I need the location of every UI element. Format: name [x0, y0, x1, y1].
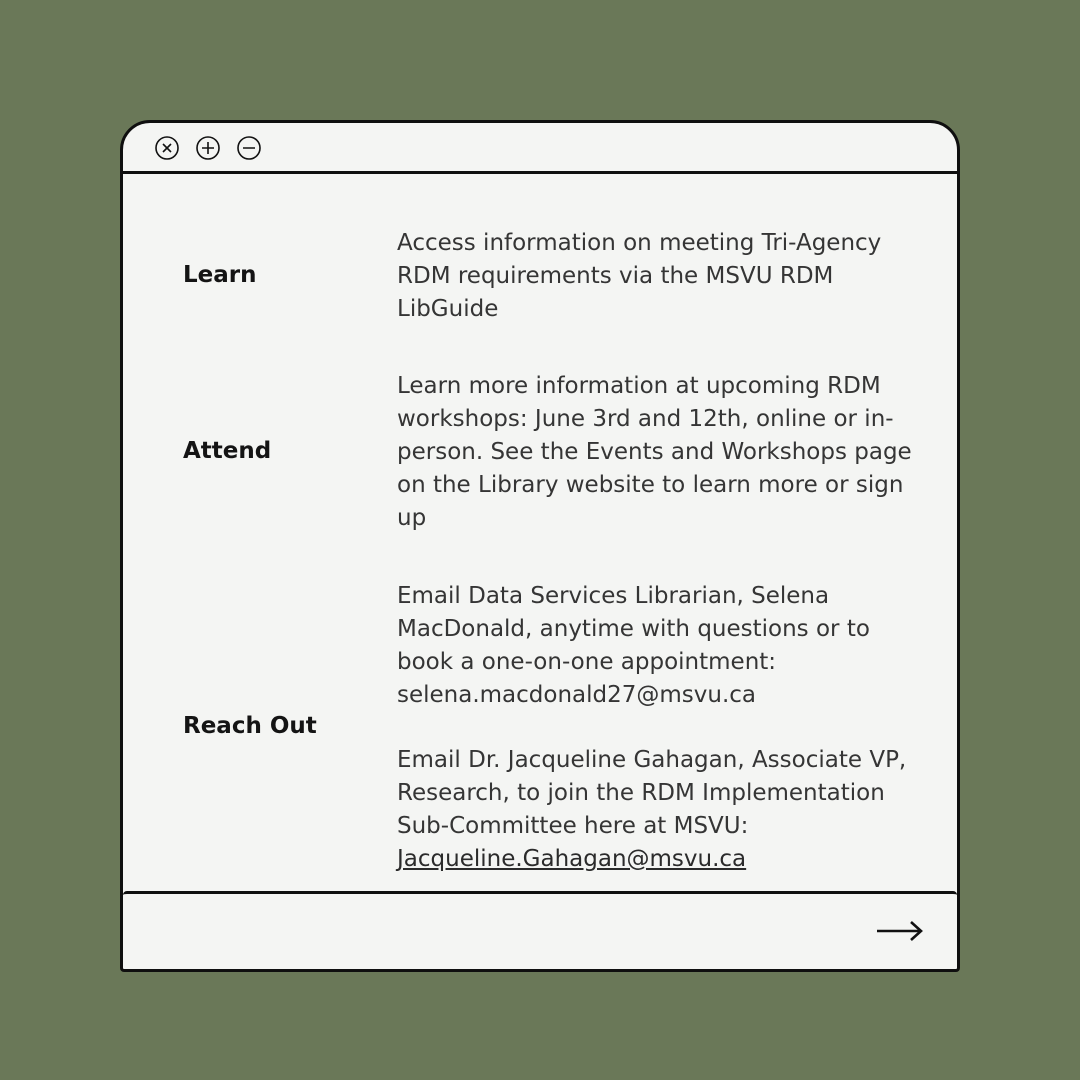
section-label-reach-out: Reach Out	[183, 713, 317, 739]
section-text-learn: Access information on meeting Tri-Agency RDM requirements via the MSVU RDM LibGuide	[397, 230, 882, 322]
title-bar	[123, 123, 957, 174]
section-label-attend: Attend	[183, 438, 272, 464]
reach-out-paragraph-librarian: Email Data Services Librarian, Selena MacDonald, anytime with questions or to book a one-on-one appointment: selena.macdonald27@msvu.ca	[397, 583, 870, 708]
plus-icon[interactable]	[196, 136, 220, 160]
arrow-right-icon[interactable]	[875, 918, 925, 944]
footer-bar	[123, 891, 957, 969]
section-label-learn: Learn	[183, 262, 257, 288]
browser-window	[120, 120, 960, 972]
section-text-reach-out	[397, 580, 917, 876]
reach-out-paragraph-associate-vp	[397, 744, 917, 876]
close-icon[interactable]	[155, 136, 179, 160]
section-text-attend: Learn more information at upcoming RDM workshops: June 3rd and 12th, online or in-person. See the Events and Workshops page on the Library website to learn more or sign up	[397, 373, 912, 531]
minus-icon[interactable]	[237, 136, 261, 160]
content-area	[123, 174, 957, 894]
associate-vp-text: Email Dr. Jacqueline Gahagan, Associate VP, Research, to join the RDM Implementation Sub-Committee here at MSVU:	[397, 747, 907, 839]
email-link-gahagan[interactable]: Jacqueline.Gahagan@msvu.ca	[397, 846, 747, 872]
